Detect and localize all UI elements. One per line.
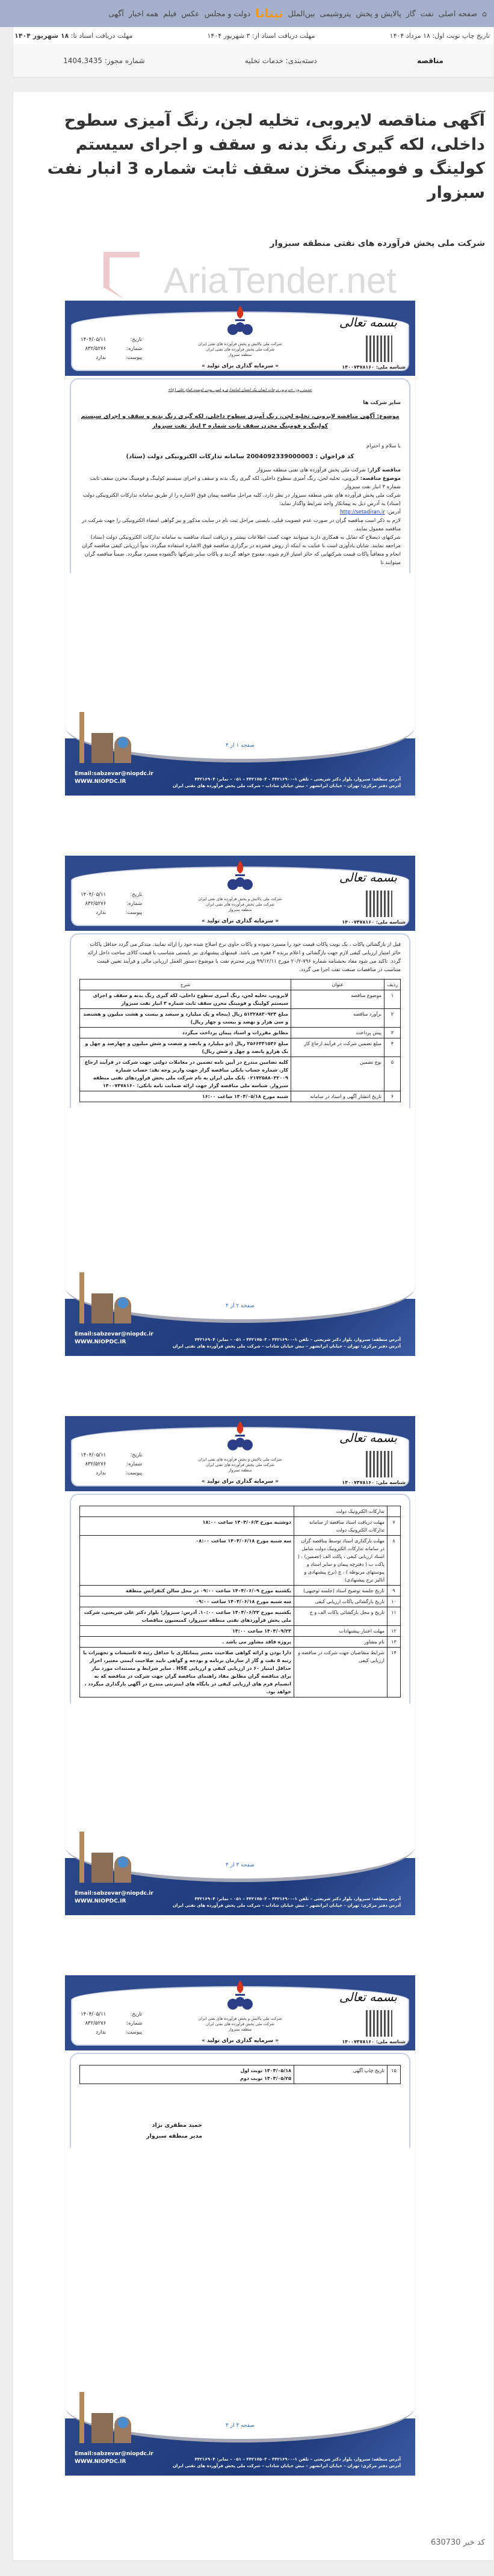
tender-type: مناقصه [417, 56, 443, 65]
field-value: ندارد [96, 355, 107, 361]
receive-to-date: مهلت دریافت اسناد تا: ۱۸ شهریور ۱۴۰۴ [14, 31, 133, 40]
letter-date [81, 2010, 142, 2019]
org-name-line: شرکت ملی پالایش و پخش فرآورده های نفتی ایران [198, 897, 282, 901]
website[interactable]: WWW.NIOPDC.IR [75, 1898, 126, 1904]
table-row [80, 2065, 401, 2084]
footer-contact [75, 770, 156, 786]
footer-address [161, 1337, 401, 1350]
website[interactable]: WWW.NIOPDC.IR [75, 1339, 126, 1345]
row-title: تدارکات الکترونیک دولت [294, 1506, 387, 1517]
slogan: « سرمایه گذاری برای تولید » [201, 1479, 279, 1485]
hq-address: آدرس دفتر مرکزی: تهران – خیابان ایرانشهر – نبش خیابان شاداب – شرکت ملی پخش فرآورده های نفتی ایران [173, 1344, 401, 1349]
row-number: ۱۱ [387, 1607, 401, 1626]
row-description: یکشنبه مورخ ۱۴۰۴/۰۶/۲۳ ساعت ۱۰:۰۰. آدرس: سبزوار؛ بلوار دکتر علی شریعتی، شرکت ملی پخش فرآوردهای نفتی منطقه سبزوار، کمیسیون مناقصات [80, 1607, 294, 1626]
nav-item[interactable]: گاز [406, 9, 416, 18]
field-label: شماره: [126, 901, 143, 907]
letter-fields [81, 891, 142, 918]
field-value: ندارد [96, 910, 107, 916]
letter-date [81, 1451, 142, 1460]
letter-date [81, 336, 142, 345]
tender-table [79, 1506, 401, 1697]
org-name-line: شرکت ملی پالایش و پخش فرآورده های نفتی ایران [198, 2016, 282, 2021]
call-code: کد فراخوان : 2004092339000003 سامانه تدارکات الکترونیکی دولت (ستاد) [126, 453, 354, 460]
org-name-line: منطقه سبزوار [228, 907, 252, 912]
letter-fields [81, 2010, 142, 2037]
topic: موضوع مناقصه: لایروبی، تخلیه لجن، رنگ آمیزی سطوح داخلی، لکه گیری رنگ بدنه و سقف و اجرای سیستم کولینگ و فومینگ مخزن سقف ثابت شماره ۳ انبار نفت سبزوار [90, 476, 401, 490]
table-row [80, 1596, 401, 1607]
org-name-line: شرکت ملی پالایش و پخش فرآورده های نفتی ایران [198, 342, 282, 346]
tender-table [79, 2065, 401, 2084]
nav-item[interactable]: دولت و مجلس [204, 9, 251, 18]
row-number: ۱۵ [387, 2065, 401, 2084]
page-number: صفحه ۳ از ۴ [226, 1862, 255, 1868]
page-number: صفحه ۴ از ۴ [226, 2423, 255, 2429]
footer-address [161, 1896, 401, 1909]
field-label: تاریخ: [130, 2011, 143, 2017]
niopdc-flame-icon [222, 859, 258, 894]
letter-footer [65, 2385, 415, 2476]
row-title: پیش پرداخت [291, 1028, 384, 1038]
table-header-row [80, 980, 401, 990]
row-number: ۸ [387, 1536, 401, 1586]
letter-number [81, 2019, 142, 2028]
field-label: پیوست: [125, 1470, 143, 1476]
row-title: تاریخ بازگشائی پاکات ارزیابی کیفی [294, 1596, 387, 1607]
letter-footer [65, 1825, 415, 1915]
email-address[interactable]: Email:sabzevar@niopdc.ir [75, 1891, 153, 1897]
bismillah-calligraphy: بسمه تعالی [339, 1990, 397, 2004]
row-number: ۶ [384, 1091, 401, 1102]
row-description: مبلغ ۲۵۶۶۴۴۱۵۴۶ ریال (دو میلیارد و پانصد و شصت و شش میلیون و چهارصد و چهل و یک هزارو پانصد و چهل و شش ریال) [80, 1038, 291, 1057]
nav-item[interactable]: فیلم [163, 9, 177, 18]
letterhead [65, 1975, 415, 2050]
setad-address [79, 508, 401, 517]
row-description [80, 1506, 294, 1517]
region-address: آدرس منطقه: سبزوار، بلوار دکتر شریعتی – تلفن ۱–۴۴۲۱۶۹۰۰ – ۴۴۲۱۷۵۰۳ – ۰۵۱ – نمابر: ۴۴۲۱۶۹۰۴ [194, 2457, 401, 2462]
row-number: ۷ [387, 1517, 401, 1536]
row-description: شنبه مورخ ۱۴۰۴/۰۵/۱۸ ساعت ۱۶:۰۰ [80, 1091, 291, 1102]
niopdc-flame-icon [222, 1420, 258, 1455]
nav-item[interactable]: نفت [420, 9, 434, 18]
org-name-line: منطقه سبزوار [228, 1468, 252, 1473]
row-number: ۱۲ [387, 1626, 401, 1637]
news-code: کد خبر 630730 [430, 2538, 485, 2547]
row-title: تاریخ و محل بازگشائی پاکات الف و ج [294, 1607, 387, 1626]
org-name-line: شرکت ملی پخش فرآورده های نفتی ایران [205, 347, 275, 352]
label: موضوع مناقصه: [360, 476, 401, 482]
row-description: مبلغ ۵۱۳۲۸۸۳۰۹۲۴ ریال (پنجاه و یک میلیارد و سیصد و بیست و هشت میلیون و هشتصد و سی هزار و نهصد و بیست و چهار ریال) [80, 1009, 291, 1028]
hq-address: آدرس دفتر مرکزی: تهران – خیابان ایرانشهر – نبش خیابان شاداب – شرکت ملی پخش فرآورده های نفتی ایران [173, 1903, 401, 1908]
letter-attachment [81, 1469, 142, 1478]
letter-footer [65, 705, 415, 796]
letter-attachment [81, 909, 142, 918]
letter-number [81, 900, 142, 909]
qr-code[interactable] [366, 336, 392, 362]
letter-fields [81, 1451, 142, 1478]
receive-from-date: مهلت دریافت اسناد از: ۳ شهریور ۱۴۰۴ [207, 31, 315, 40]
table-row [80, 1626, 401, 1637]
field-label: شماره: [126, 346, 143, 352]
letter-attachment [81, 354, 142, 363]
nav-item[interactable]: صفحه اصلی [438, 9, 478, 18]
row-title: برآورد مناقصه [291, 1009, 384, 1028]
signer-name: حمید مظفری نژاد [152, 2122, 202, 2129]
letterhead [65, 856, 415, 931]
tender-meta [13, 27, 493, 77]
field-value: ۸۳۲/۵۲۷۶ [85, 1461, 107, 1467]
greeting: با سلام و احترام [366, 443, 401, 449]
field-value: ندارد [96, 2029, 107, 2035]
letter-fields [81, 336, 142, 363]
table-row [80, 1028, 401, 1038]
letterhead [65, 1416, 415, 1491]
nav-item[interactable]: آگهی [108, 9, 124, 18]
field-label: تاریخ: [130, 892, 143, 898]
niopdc-flame-icon [222, 304, 258, 339]
field-value: ۸۳۲/۵۲۷۶ [85, 901, 107, 907]
row-description: مطابق مقررات و اسناد پیمان پرداخت میگردد [80, 1028, 291, 1038]
table-row [80, 1637, 401, 1648]
letter-page [65, 1416, 415, 1915]
table-row [80, 1506, 401, 1517]
letterhead [65, 301, 415, 376]
qr-code[interactable] [366, 891, 392, 917]
footer-contact [75, 1890, 156, 1906]
field-value: ۱۴۰۴/۰۵/۱۱ [81, 1452, 107, 1458]
nav-item[interactable]: عکس [181, 9, 200, 18]
slogan: « سرمایه گذاری برای تولید » [201, 2038, 279, 2044]
table-row [80, 1586, 401, 1596]
row-number: ۵ [384, 1057, 401, 1091]
row-description: ۱۴۰۴/۰۹/۲۳ ساعت ۱۴:۰۰ [80, 1626, 294, 1637]
field-label: تاریخ: [130, 337, 143, 343]
row-description: دوشنبه مورخ ۱۴۰۴/۰۶/۳ ساعت ۱۸:۰۰ [80, 1517, 294, 1536]
table-row [80, 1517, 401, 1536]
letter-page [65, 1975, 415, 2476]
row-description: ۱۴۰۴/۰۵/۱۸ نوبت اول ۱۴۰۴/۰۵/۲۵ نوبت دوم [80, 2065, 294, 2084]
row-title: مبلغ تضمین شرکت در فرآیند ارجاع کار [291, 1038, 384, 1057]
slogan: « سرمایه گذاری برای تولید » [201, 918, 279, 924]
letter-body [70, 933, 410, 1108]
org-name-line: منطقه سبزوار [228, 2027, 252, 2032]
org-name-line: شرکت ملی پخش فرآورده های نفتی ایران [205, 902, 275, 907]
field-label: پیوست: [125, 2029, 143, 2035]
historic-buildings-icon [71, 709, 143, 763]
paragraph: قبل از بازگشائی پاکات ، یک نوبت پاکات قیمت خود را مسترد نموده و پاکات حاوی نرخ اصلاح شده خود را ارائه نمایند. متذکر می گردد حداقل پاکات حائز امتیاز ارزیابی کیفی لازم جهت بازگشائی و اعلام برنده ۳ فقره می باشد. قیمتهای پیشنهادی نیز بایستی متناسب با قیمت کالای ساخت داخل ارائه گردد. تاکید می شود مفاد بخشنامه شماره ۷۹۶-۲۰/۲ مورخ ۹۹/۱۲/۱۱ وزیر محترم نفت با موضوع دستور العمل ارزیابی مالی و فرآیند تعیین قیمت متناسب در مناقصات صنعت نفت اجرا می گردد. [87, 942, 401, 973]
bismillah-calligraphy: بسمه تعالی [339, 1431, 397, 1445]
historic-buildings-icon [71, 2389, 143, 2443]
home-icon[interactable]: ⌂ [482, 9, 487, 18]
hadith-line: حدیث روز: «برترین درجات ایمان یک انسان امانتداری و امین بودن اوست.امام علی (ع)» [168, 387, 312, 392]
page-number: صفحه ۱ از ۴ [226, 743, 255, 749]
table-row [80, 1091, 401, 1102]
org-name-line: شرکت ملی پخش فرآورده های نفتی ایران [205, 2022, 275, 2026]
company-logo [189, 859, 291, 913]
row-number [387, 1506, 401, 1517]
page-number: صفحه ۲ از ۴ [226, 1303, 255, 1309]
hq-address: آدرس دفتر مرکزی: تهران – خیابان ایرانشهر – نبش خیابان شاداب – شرکت ملی پخش فرآورده های نفتی ایران [173, 2464, 401, 2468]
top-navigation [0, 0, 494, 27]
paragraph: شرکتهای ذیصلاح که تمایل به همکاری دارند میتوانند جهت کسب اطلاعات بیشتر و دریافت اسناد مناقصه به سامانه تدارکات الکترونیکی دولت (ستاد) مراجعه نمایند. شایان یادآوری است با عنایت به اینکه از روش فشرده در برگزاری مناقصه فوق الاشاره استفاده میگردد، بدواً ارزیابی کیفی مناقصه گران انجام و متعاقباً پاکات قیمت شرکتهایی که حائز امتیاز لازم شوند، مفتوح خواهد گردید و پاکات سایر شرکتها ناگشوده مسترد میگردد. ضمناً مناقصه گران میتوانند تا [82, 535, 401, 566]
field-label: شماره: [126, 2020, 143, 2026]
table-header: ردیف [384, 980, 401, 990]
letter-number [81, 1460, 142, 1469]
signature-block [79, 2120, 202, 2142]
niopdc-flame-icon [222, 1979, 258, 2014]
email-address[interactable]: Email:sabzevar@niopdc.ir [75, 1331, 153, 1337]
letter-date [81, 891, 142, 900]
field-value: ۸۳۲/۵۲۷۶ [85, 346, 107, 352]
field-label: پیوست: [125, 910, 143, 916]
hq-address: آدرس دفتر مرکزی: تهران – خیابان ایرانشهر – نبش خیابان شاداب – شرکت ملی پخش فرآورده های نفتی ایران [173, 784, 401, 788]
nav-item[interactable]: پالایش و پخش [356, 9, 401, 18]
row-title: نوع تضمین [291, 1057, 384, 1091]
field-value: ندارد [96, 1470, 107, 1476]
nav-item[interactable]: بین‌الملل [288, 9, 315, 18]
table-header: شرح [80, 980, 291, 990]
slogan: « سرمایه گذاری برای تولید » [201, 363, 279, 369]
row-description: لایروبی، تخلیه لجن، رنگ آمیزی سطوح داخلی، لکه گیری رنگ بدنه و سقف و اجرای سیستم کولینگ و فومینگ مخزن سقف ثابت شماره ۳ انبار نفت سبزوار [80, 990, 291, 1009]
letter-page [65, 301, 415, 796]
region-address: آدرس منطقه: سبزوار، بلوار دکتر شریعتی – تلفن ۱–۴۴۲۱۶۹۰۰ – ۴۴۲۱۷۵۰۳ – ۰۵۱ – نمابر: ۴۴۲۱۶۹۰۴ [194, 777, 401, 782]
company-logo [189, 1979, 291, 2032]
paragraph: شرکت ملی پخش فرآورده های نفتی منطقه سبزوار در نظر دارد، کلیه مراحل مناقصه پیمان فوق الاشاره را از طریق سامانه تدارکات الکترونیکی دولت (ستاد) به آدرس ذیل به پیمانکار واجد شرایط واگذار نماید: [83, 492, 401, 507]
row-number: ۹ [387, 1586, 401, 1596]
email-address[interactable]: Email:sabzevar@niopdc.ir [75, 2451, 153, 2457]
table-row [80, 1009, 401, 1028]
row-title: موضوع مناقصه [291, 990, 384, 1009]
row-description: دارا بودن و ارائه گواهی صلاحیت معتبر پیمانکاری با حداقل رتبه ۵ تاسیسات و تجهیزات یا رتبه ۵ نفت و گاز از سازمان برنامه و بودجه و گواهی تایید صلاحیت ایمنی معتبر، احراز حداقل امتیاز ۶۰ در ارزیابی کیفی و ارزیابی HSE . سایر شرایط و مستندات مورد نیاز برای مناقصه گران مطابق مفاد راهنمای مناقصه گران جهت شرکت در مناقصه که به انضمام فرم های ارزیابی کیفی در پایگاه های اینترنتی مندرج در آگهی بارگذاری میگردد ، خواهد بود. [80, 1648, 294, 1697]
table-row [80, 1607, 401, 1626]
first-print-date: تاریخ چاپ نوبت اول: ۱۸ مرداد ۱۴۰۴ [389, 31, 490, 40]
email-address[interactable]: Email:sabzevar@niopdc.ir [75, 771, 153, 777]
row-number: ۱ [384, 990, 401, 1009]
row-description: کلیه تضامین مندرج در آیین نامه تضمین در معاملات دولتی جهت شرکت در فرآیند ارجاع کار. شماره حساب بانکی مناقصه گزار جهت واریز وجه نقد: حساب شماره ۰۲۱۷۲۵۸۸۰۳۲۰۰۹ بانک ملی ایران به نام شرکت ملی پخش فرآوردهای نفتی منطقه سبزوار. شناسه ملی مناقصه گزار جهت ارائه ضمانت نامه بانکی: ۱۴۰۰۷۴۷۸۱۶۰ [80, 1057, 291, 1091]
row-title: تاریخ جلسه توضیح اسناد (جلسه توجیهی) [294, 1586, 387, 1596]
row-title: مهلت بارگذاری اسناد توسط مناقصه گران در سامانه تدارکات الکترونیک دولت شامل اسناد ارزیابی کیفی ، پاکت الف (تضمین) ، ( پاکت ب ( دفترچه پیمان و سایر اسناد و پیوستهای مربوطه ) ، ج (نرخ پیشنهادی و آنالیز نرخ پیشنهادی) [294, 1536, 387, 1586]
nav-item[interactable]: همه اخبار [128, 9, 159, 18]
website[interactable]: WWW.NIOPDC.IR [75, 779, 126, 785]
org-name-line: شرکت ملی پالایش و پخش فرآورده های نفتی ایران [198, 1457, 282, 1462]
table-row [80, 1536, 401, 1586]
site-logo[interactable]: تیتانا [255, 6, 283, 20]
region-address: آدرس منطقه: سبزوار، بلوار دکتر شریعتی – تلفن ۱–۴۴۲۱۶۹۰۰ – ۴۴۲۱۷۵۰۳ – ۰۵۱ – نمابر: ۴۴۲۱۶۹۰۴ [194, 1897, 401, 1901]
letter-footer [65, 1266, 415, 1356]
qr-code[interactable] [366, 2010, 392, 2037]
row-title: نام مشاور [294, 1637, 387, 1648]
field-label: شماره: [126, 1461, 143, 1467]
field-value: ۱۴۰۴/۰۵/۱۱ [81, 2011, 107, 2017]
recipient: سایر شرکت ها [363, 400, 401, 406]
row-number: ۲ [384, 1009, 401, 1028]
footer-contact [75, 1331, 156, 1346]
field-label: پیوست: [125, 355, 143, 361]
company-logo [189, 1420, 291, 1473]
letter-subject: موضوع: آگهی مناقصه لایروبی، تخلیه لجن، رنگ آمیزی سطوح داخلی، لکه گیری رنگ بدنه و سقف و اجرای سیستم کولینگ و فومینگ مخزن سقف ثابت شماره ۳ انبار نفت سبزوار [81, 413, 400, 429]
tender-category[interactable]: دسته‌بندی: خدمات تخلیه [244, 56, 317, 65]
row-title: مهلت دریافت اسناد مناقصه از سامانه تدارکات الکترونیک دولت [294, 1517, 387, 1536]
company-name: شرکت ملی پخش فرآورده های نفتی منطقه سبزوار [270, 239, 485, 248]
region-address: آدرس منطقه: سبزوار، بلوار دکتر شریعتی – تلفن ۱–۴۴۲۱۶۹۰۰ – ۴۴۲۱۷۵۰۳ – ۰۵۱ – نمابر: ۴۴۲۱۶۹۰۴ [194, 1337, 401, 1342]
national-id: شناسه ملی: ۱۴۰۰۷۴۷۸۱۶۰ [342, 1480, 406, 1485]
row-title: تاریخ انتشار آگهی و اسناد در سامانه [291, 1091, 384, 1102]
label: آدرس: [384, 509, 401, 515]
nav-item[interactable]: پتروشیمی [320, 9, 351, 18]
permit-number: شماره مجوز: 1404.3435 [63, 56, 145, 65]
tender-table [79, 979, 401, 1102]
national-id: شناسه ملی: ۱۴۰۰۷۴۷۸۱۶۰ [342, 364, 406, 370]
org-name-line: شرکت ملی پخش فرآورده های نفتی ایران [205, 1462, 275, 1467]
table-row [80, 1648, 401, 1697]
qr-code[interactable] [366, 1451, 392, 1477]
watermark-logo [85, 250, 446, 301]
historic-buildings-icon [71, 1829, 143, 1883]
historic-buildings-icon [71, 1269, 143, 1323]
footer-address [161, 2456, 401, 2470]
table-header: عنوان [291, 980, 384, 990]
row-number: ۴ [384, 1038, 401, 1057]
row-number: ۱۰ [387, 1596, 401, 1607]
row-title: تاریخ چاپ آگهی [294, 2065, 387, 2084]
row-description: پروژه فاقد مشاور می باشد . [80, 1637, 294, 1648]
field-label: تاریخ: [130, 1452, 143, 1458]
row-description: سه شنبه مورخ ۱۴۰۴/۰۶/۱۸ ساعت ۰۹:۰۰ [80, 1596, 294, 1607]
letter-page [65, 856, 415, 1356]
field-value: ۱۴۰۴/۰۵/۱۱ [81, 337, 107, 343]
website[interactable]: WWW.NIOPDC.IR [75, 2459, 126, 2465]
field-value: ۱۴۰۴/۰۵/۱۱ [81, 892, 107, 898]
table-row [80, 990, 401, 1009]
row-description: یکشنبه مورخ ۱۴۰۴/۰۶/۰۹ ساعت ۰۹:۰۰ در محل سالن کنفرانس منطقه [80, 1586, 294, 1596]
footer-address [161, 776, 401, 790]
bismillah-calligraphy: بسمه تعالی [339, 315, 397, 330]
row-title: مهلت اعتبار پیشنهادات [294, 1626, 387, 1637]
letter-attachment [81, 2028, 142, 2037]
letter-body [70, 1494, 410, 1704]
svg-text:AriaTender.net: AriaTender.net [164, 260, 397, 301]
setad-link[interactable]: http://setadiran.ir [340, 509, 385, 515]
company-logo [189, 304, 291, 358]
field-value: ۸۳۲/۵۲۷۶ [85, 2020, 107, 2026]
row-number: ۳ [384, 1028, 401, 1038]
national-id: شناسه ملی: ۱۴۰۰۷۴۷۸۱۶۰ [342, 2039, 406, 2044]
paragraph: لازم به ذکر است مناقصه گران در صورت عدم عضویت قبلی، بایستی مراحل ثبت نام در سایت مذکور و نیز گواهی امضاء الکترونیکی را جهت شرکت در مناقصه معمول نمایند. [82, 518, 401, 532]
table-row [80, 1057, 401, 1091]
row-title: شرایط متقاضیان جهت شرکت در مناقصه و ارزیابی کیفی [294, 1648, 387, 1697]
bismillah-calligraphy: بسمه تعالی [339, 870, 397, 885]
letter-number [81, 345, 142, 354]
row-description: سه شنبه مورخ ۱۴۰۴/۰۶/۱۸ ساعت ۰۸:۰۰ [80, 1536, 294, 1586]
label: مناقصه گزار: [367, 467, 401, 473]
table-row [80, 1038, 401, 1057]
national-id: شناسه ملی: ۱۴۰۰۷۴۷۸۱۶۰ [342, 919, 406, 925]
letter-body [70, 2053, 410, 2148]
tenderer: مناقصه گزار: شرکت ملی پخش فرآورده های نفتی منطقه سبزوار [256, 467, 401, 473]
footer-contact [75, 2450, 156, 2466]
signer-title: مدیر منطقه سبزوار [146, 2133, 202, 2139]
row-number: ۱۳ [387, 1637, 401, 1648]
row-number: ۱۴ [387, 1648, 401, 1697]
letter-body [70, 378, 410, 573]
article-title: آگهی مناقصه لایروبی، تخلیه لجن، رنگ آمیزی سطوح داخلی، لکه گیری رنگ بدنه و سقف و اجرای سیستم کولینگ و فومینگ مخزن سقف ثابت شماره 3 انبار نفت سبزوار [47, 111, 485, 202]
org-name-line: منطقه سبزوار [228, 352, 252, 357]
